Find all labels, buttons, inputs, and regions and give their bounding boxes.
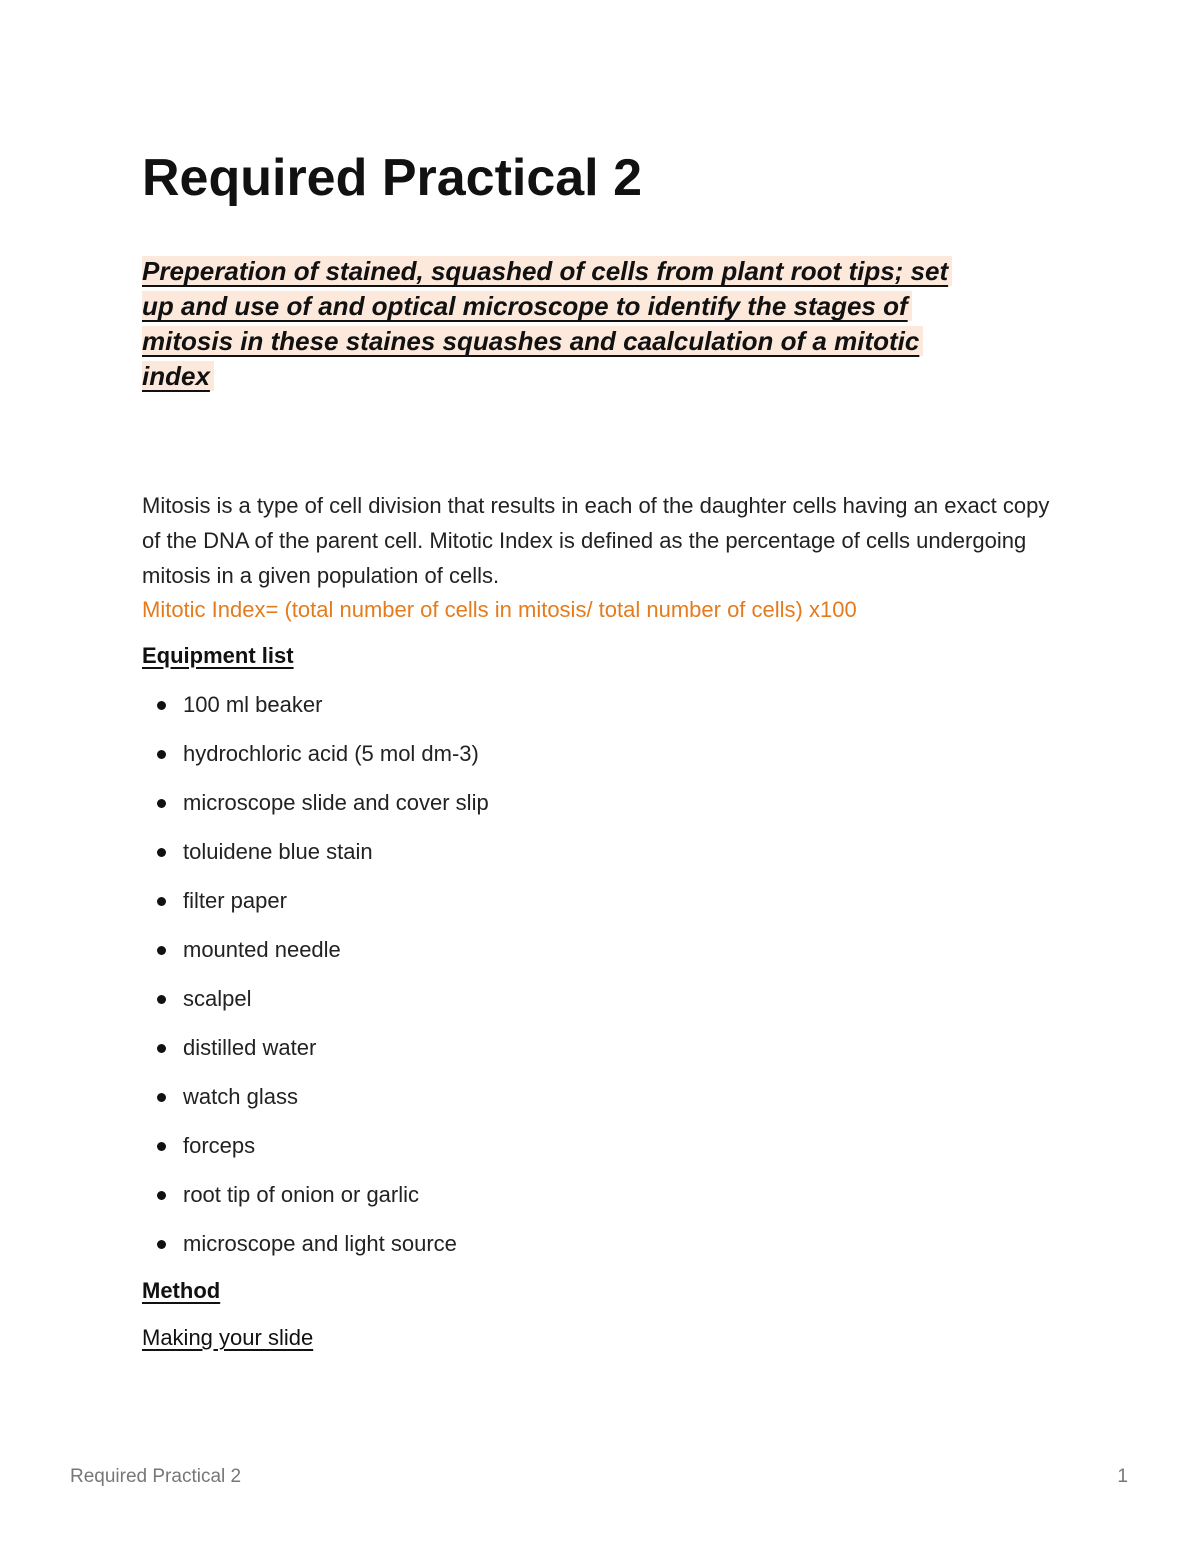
page-number: 1 <box>1117 1466 1128 1487</box>
list-item-label: forceps <box>183 1133 256 1158</box>
bullet-icon <box>157 701 166 710</box>
list-item-label: watch glass <box>183 1084 298 1109</box>
list-item <box>142 737 489 786</box>
intro-paragraph: Mitosis is a type of cell division that results in each of the daughter cells having an exact copy of the DNA of the parent cell. Mitotic Index is defined as the percentage of cells undergoing mitosis in a given population of cells. <box>142 493 1050 588</box>
making-slide-heading: Making your slide <box>142 1325 314 1350</box>
footer-title: Required Practical 2 <box>70 1466 242 1487</box>
list-item <box>142 933 489 982</box>
bullet-icon <box>157 1142 166 1151</box>
list-item <box>142 835 489 884</box>
page-title: Required Practical 2 <box>142 149 642 207</box>
bullet-icon <box>157 946 166 955</box>
practical-subtitle <box>142 254 1042 394</box>
bullet-icon <box>157 897 166 906</box>
subtitle-line: mitosis in these staines squashes and caalculation of a mitotic <box>142 326 923 356</box>
list-item-label: mounted needle <box>183 937 341 962</box>
bullet-icon <box>157 750 166 759</box>
bullet-icon <box>157 799 166 808</box>
list-item-label: 100 ml beaker <box>183 692 323 717</box>
list-item <box>142 786 489 835</box>
equipment-list <box>142 688 489 1276</box>
list-item-label: root tip of onion or garlic <box>183 1182 420 1207</box>
list-item <box>142 884 489 933</box>
list-item <box>142 688 489 737</box>
bullet-icon <box>157 848 166 857</box>
list-item-label: toluidene blue stain <box>183 839 373 864</box>
list-item-label: microscope slide and cover slip <box>183 790 489 815</box>
method-heading: Method <box>142 1278 221 1303</box>
list-item-label: filter paper <box>183 888 287 913</box>
list-item <box>142 1227 489 1276</box>
list-item <box>142 1031 489 1080</box>
subtitle-line: index <box>142 361 214 391</box>
subtitle-line: up and use of and optical microscope to identify the stages of <box>142 291 912 321</box>
list-item <box>142 1080 489 1129</box>
list-item-label: distilled water <box>183 1035 317 1060</box>
list-item-label: microscope and light source <box>183 1231 457 1256</box>
list-item <box>142 1129 489 1178</box>
bullet-icon <box>157 1191 166 1200</box>
bullet-icon <box>157 1240 166 1249</box>
list-item-label: hydrochloric acid (5 mol dm-3) <box>183 741 479 766</box>
bullet-icon <box>157 995 166 1004</box>
mitotic-index-formula: Mitotic Index= (total number of cells in mitosis/ total number of cells) x100 <box>142 597 857 622</box>
bullet-icon <box>157 1093 166 1102</box>
bullet-icon <box>157 1044 166 1053</box>
subtitle-line: Preperation of stained, squashed of cells from plant root tips; set <box>142 256 952 286</box>
list-item <box>142 982 489 1031</box>
list-item-label: scalpel <box>183 986 252 1011</box>
list-item <box>142 1178 489 1227</box>
equipment-heading: Equipment list <box>142 643 294 668</box>
